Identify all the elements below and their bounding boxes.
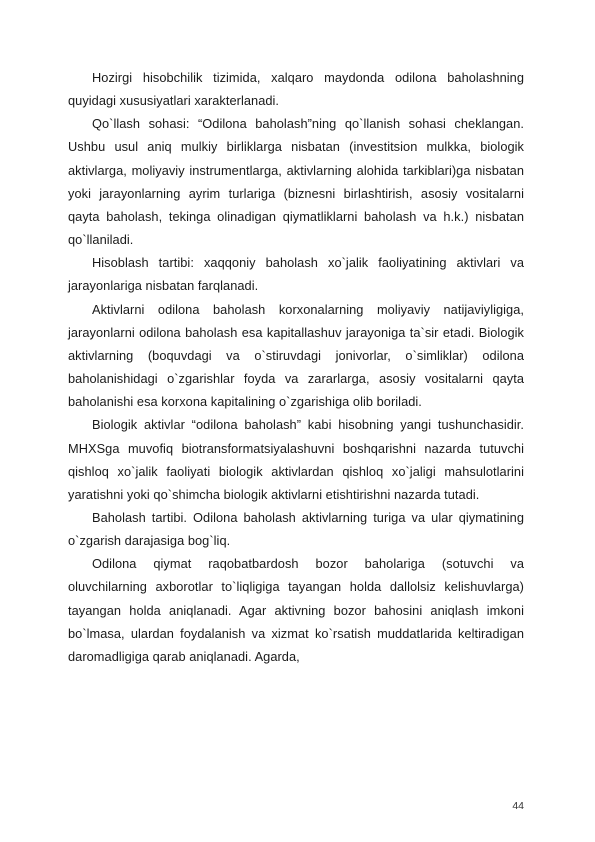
document-page — [68, 66, 524, 668]
page-number: 44 — [512, 800, 524, 812]
paragraph-7: Odilona qiymat raqobatbardosh bozor baholariga (sotuvchi va oluvchilarning axborotlar to`liqligiga tayangan holda dallolsiz kelishuvlarga) tayangan holda aniqlanadi. Agar aktivning bozor bahosini aniqlash imkoni bo`lmasa, ulardan foydalanish va xizmat ko`rsatish muddatlarida keltiradigan daromadligiga qarab aniqlanadi. Agarda, — [68, 556, 524, 664]
paragraph-5: Biologik aktivlar “odilona baholash” kabi hisobning yangi tushunchasidir. MHXSga muvofiq biotransformatsiyalashuvni boshqarishni nazarda tutuvchi qishloq xo`jalik faoliyati biologik aktivlardan qishloq xo`jaligi mahsulotlarini yaratishni yoki qo`shimcha biologik aktivlarni etishtirishni nazarda tutadi. — [68, 417, 524, 502]
paragraph-4: Aktivlarni odilona baholash korxonalarning moliyaviy natijaviyligiga, jarayonlarni odilona baholash esa kapitallashuv jarayoniga ta`sir etadi. Biologik aktivlarning (boquvdagi va o`stiruvdagi jonivorlar, o`simliklar) odilona baholanishidagi o`zgarishlar foyda va zararlarga, asosiy vositalarni qayta baholanishi esa korxona kapitalining o`zgarishiga olib boriladi. — [68, 301, 524, 410]
paragraph-6: Baholash tartibi. Odilona baholash aktivlarning turiga va ular qiymatining o`zgarish darajasiga bog`liq. — [68, 509, 524, 549]
paragraph-2: Qo`llash sohasi: “Odilona baholash”ning qo`llanish sohasi cheklangan. Ushbu usul aniq mulkiy birliklarga nisbatan (investitsion mulkka, biologik aktivlarga, moliyaviy instrumentlarga, aktivlarning alohida tarkiblari)ga nisbatan yoki jarayonlarning ayrim turlariga (biznesni birlashtirish, asosiy vositalarni qayta baholash, tekinga olinadigan qiymatliklarni baholash va h.k.) nisbatan qo`llaniladi. — [68, 116, 524, 248]
paragraph-3: Hisoblash tartibi: xaqqoniy baholash xo`jalik faoliyatining aktivlari va jarayonlariga nisbatan farqlanadi. — [68, 255, 524, 294]
paragraph-1: Hozirgi hisobchilik tizimida, xalqaro maydonda odilona baholashning quyidagi xususiyatlari xarakterlanadi. — [68, 70, 524, 109]
